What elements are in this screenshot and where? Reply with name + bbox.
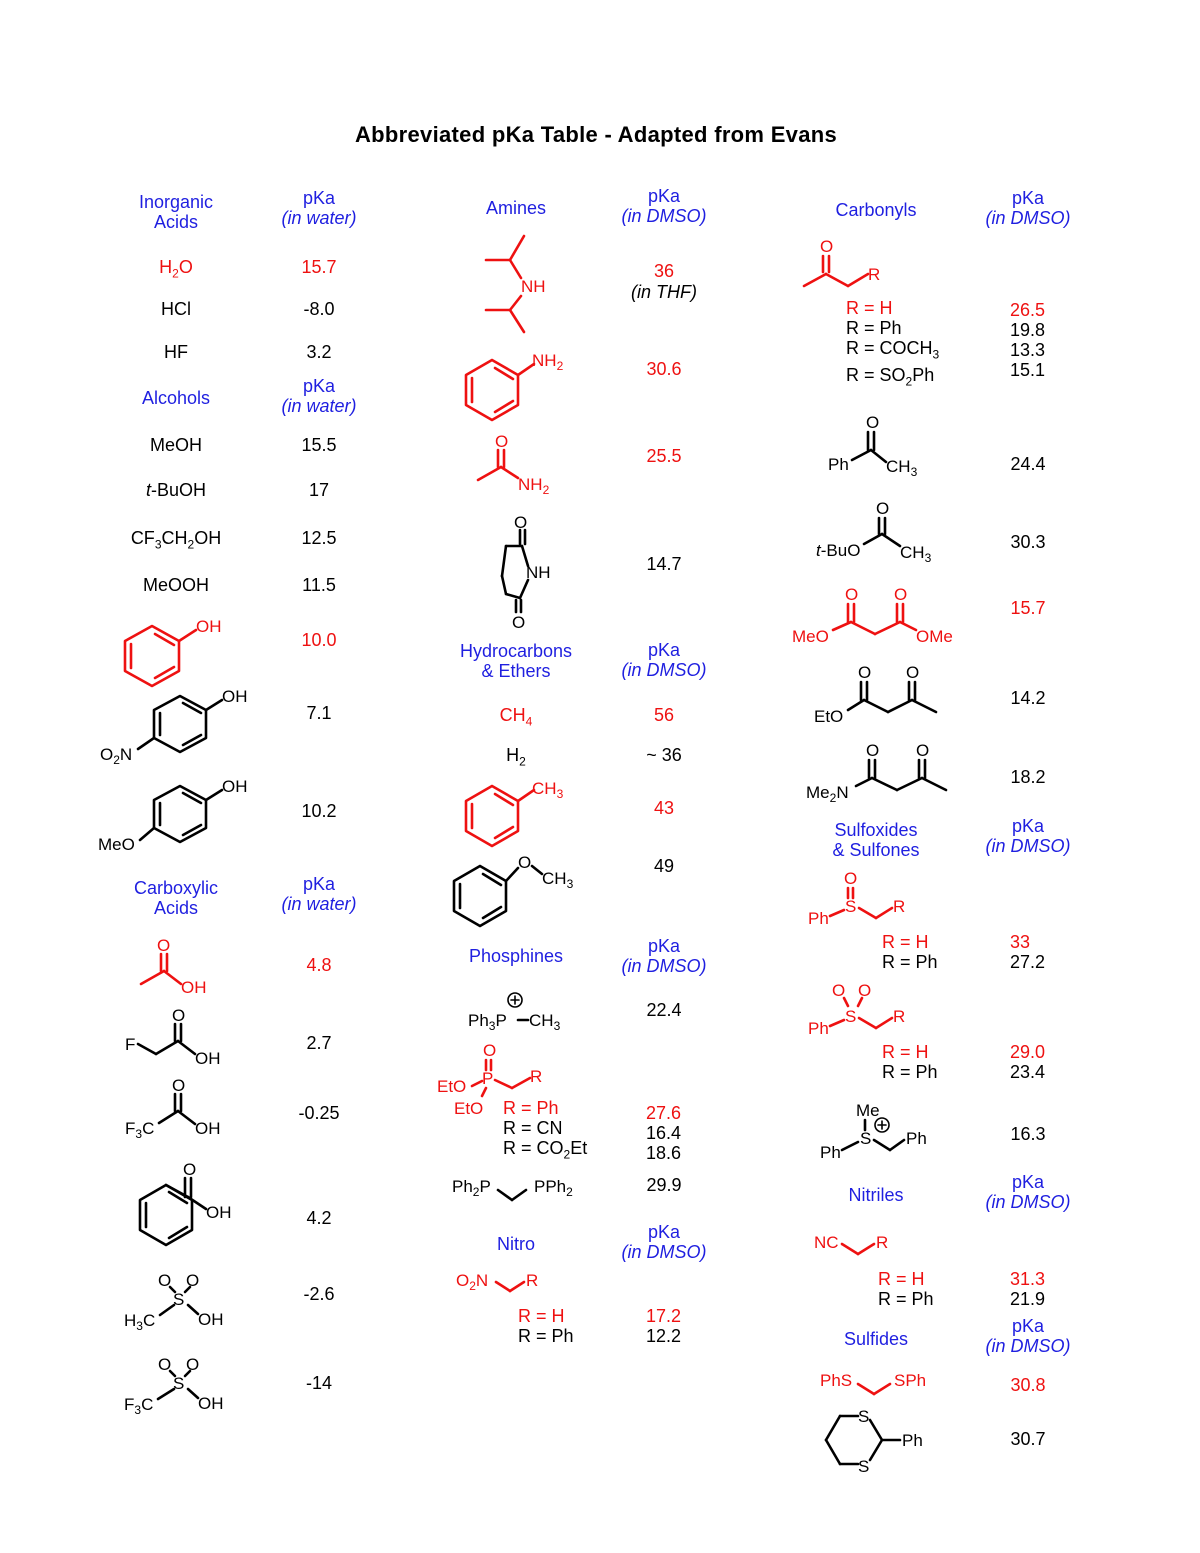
- svg-text:OMe: OMe: [916, 627, 953, 646]
- structure-ethyl-acetoacetate: [810, 660, 960, 730]
- pka-value: 22.4: [646, 1000, 682, 1020]
- pka-header-dmso: pKa (in DMSO): [621, 936, 707, 976]
- pka-header-water: pKa (in water): [281, 188, 357, 228]
- structure-sulfone: [806, 976, 926, 1042]
- pka-value: 36: [653, 261, 675, 281]
- svg-text:O: O: [158, 1355, 172, 1374]
- structure-t-butyl-acetate: [812, 496, 952, 568]
- svg-text:O: O: [172, 1076, 186, 1095]
- pka-header-dmso: pKa (in DMSO): [621, 1222, 707, 1262]
- solvent-note: (in THF): [631, 282, 697, 302]
- compound-cf3ch2oh: $CF_3CH_2OH$: [130, 528, 222, 552]
- svg-text:R: R: [876, 1233, 889, 1252]
- svg-text:R: R: [893, 1007, 906, 1026]
- svg-text:R: R: [893, 897, 906, 916]
- structure-acetonitrile: [812, 1224, 912, 1264]
- svg-text:O: O: [186, 1355, 200, 1374]
- pka-value: 10.2: [301, 801, 337, 821]
- svg-text:PPh2: PPh$_2$: [534, 1177, 573, 1199]
- svg-text:S: S: [173, 1374, 185, 1393]
- svg-text:Ph: Ph: [902, 1431, 923, 1450]
- structure-acetamide: [472, 430, 572, 500]
- section-heading-hydrocarbons-ethers: Hydrocarbons & Ethers: [459, 641, 573, 681]
- svg-text:Ph: Ph: [906, 1129, 927, 1148]
- svg-text:O: O: [157, 936, 171, 955]
- svg-text:O: O: [876, 499, 890, 518]
- pka-header-dmso: pKa (in DMSO): [985, 1172, 1071, 1212]
- svg-text:OH: OH: [198, 1394, 224, 1413]
- section-heading-nitro: Nitro: [496, 1234, 536, 1254]
- svg-text:O: O: [512, 613, 526, 632]
- svg-text:O: O: [832, 981, 846, 1000]
- svg-text:O: O: [916, 741, 930, 760]
- section-heading-carbonyls: Carbonyls: [835, 200, 917, 220]
- section-heading-phosphines: Phosphines: [468, 946, 564, 966]
- pka-header-water: pKa (in water): [281, 874, 357, 914]
- svg-text:O: O: [866, 413, 880, 432]
- pka-value: 15.5: [301, 435, 337, 455]
- sulfone-pka-list: 29.0 23.4: [1010, 1042, 1046, 1082]
- pka-value: 30.8: [1010, 1375, 1046, 1395]
- pka-value: 14.2: [1010, 688, 1046, 708]
- pka-value: 12.5: [301, 528, 337, 548]
- pka-value: 7.1: [306, 703, 332, 723]
- svg-text:O: O: [186, 1271, 200, 1290]
- svg-text:NC: NC: [814, 1233, 839, 1252]
- svg-text:S: S: [858, 1407, 870, 1426]
- pka-value: 2.7: [306, 1033, 332, 1053]
- svg-text:MeO: MeO: [792, 627, 829, 646]
- compound-h2o: $H_2O$: [159, 257, 193, 281]
- svg-text:NH: NH: [521, 277, 546, 296]
- page-title: Abbreviated pKa Table - Adapted from Evans: [354, 122, 838, 147]
- ketone-pka-list: 26.5 19.8 13.3 15.1: [1010, 300, 1046, 380]
- svg-text:O: O: [518, 853, 532, 872]
- structure-methanesulfonic-acid: [122, 1268, 237, 1333]
- structure-phenol: [110, 608, 240, 688]
- pka-header-dmso: pKa (in DMSO): [985, 816, 1071, 856]
- phosphonate-pka-list: 27.6 16.4 18.6: [646, 1103, 682, 1163]
- svg-text:NH: NH: [526, 563, 551, 582]
- svg-text:NH2: $NH_2$: [532, 351, 564, 373]
- structure-nitromethane: [454, 1260, 564, 1300]
- svg-text:O: O: [894, 585, 908, 604]
- nitro-r-group-list: R = H R = Ph: [518, 1306, 574, 1346]
- pka-header-dmso: pKa (in DMSO): [621, 186, 707, 226]
- svg-text:O2N: $O_2N$: [100, 745, 133, 767]
- nitro-pka-list: 17.2 12.2: [646, 1306, 682, 1346]
- pka-value: 4.2: [306, 1208, 332, 1228]
- svg-text:R: R: [868, 265, 881, 284]
- compound-h2: $H_2$: [506, 745, 526, 769]
- structure-acetic-acid: [135, 934, 225, 998]
- pka-header-dmso: pKa (in DMSO): [621, 640, 707, 680]
- svg-text:S: S: [860, 1129, 872, 1148]
- pka-value: 18.2: [1010, 767, 1046, 787]
- svg-text:CH3: $CH_3$: [886, 457, 918, 479]
- svg-text:O: O: [495, 432, 509, 451]
- pka-value: -2.6: [303, 1284, 335, 1304]
- pka-value: 29.9: [646, 1175, 682, 1195]
- structure-dppm: [450, 1168, 590, 1208]
- structure-anisole: [446, 848, 586, 928]
- pka-value: -14: [305, 1373, 333, 1393]
- pka-value: 3.2: [306, 342, 332, 362]
- compound-meooh: MeOOH: [142, 575, 210, 595]
- svg-text:O: O: [866, 741, 880, 760]
- svg-text:S: S: [845, 897, 857, 916]
- structure-triflic-acid: [122, 1352, 237, 1417]
- compound-hcl: HCl: [161, 299, 191, 319]
- structure-4-nitrophenol: [98, 682, 268, 772]
- pka-header-dmso: pKa (in DMSO): [985, 188, 1071, 228]
- svg-text:CH3: $CH_3$: [532, 779, 564, 801]
- svg-text:P: P: [482, 1069, 494, 1088]
- svg-text:O: O: [514, 513, 528, 532]
- svg-text:O: O: [858, 981, 872, 1000]
- section-heading-amines: Amines: [485, 198, 547, 218]
- pka-value: 30.6: [646, 359, 682, 379]
- section-heading-sulfoxides-sulfones: Sulfoxides & Sulfones: [832, 820, 920, 860]
- svg-text:MeO: MeO: [98, 835, 135, 854]
- svg-text:O: O: [158, 1271, 172, 1290]
- svg-text:O: O: [858, 663, 872, 682]
- svg-text:O: O: [483, 1041, 497, 1060]
- svg-text:R: R: [526, 1271, 539, 1290]
- svg-text:Ph: Ph: [820, 1143, 841, 1162]
- svg-text:Ph2P: $Ph_2P$: [452, 1177, 491, 1199]
- svg-text:Me2N: $Me_2N$: [806, 783, 849, 805]
- svg-text:Ph: Ph: [808, 909, 829, 928]
- pka-header-dmso: pKa (in DMSO): [985, 1316, 1071, 1356]
- svg-text:O: O: [845, 585, 859, 604]
- svg-text:CH3: $CH_3$: [529, 1011, 561, 1033]
- nitrile-r-group-list: R = H R = Ph: [878, 1269, 934, 1309]
- pka-value: 24.4: [1010, 454, 1046, 474]
- structure-4-methoxyphenol: [98, 772, 268, 862]
- svg-text:EtO: EtO: [454, 1099, 484, 1118]
- svg-text:OH: OH: [198, 1310, 224, 1329]
- compound-ch4: $CH_4$: [499, 705, 533, 729]
- svg-text:O2N: $O_2N$: [456, 1271, 489, 1293]
- pka-value: 43: [653, 798, 675, 818]
- svg-text:O: O: [820, 237, 834, 256]
- pka-header-water: pKa (in water): [281, 376, 357, 416]
- svg-text:PhS: PhS: [820, 1371, 853, 1390]
- pka-value: 16.3: [1010, 1124, 1046, 1144]
- pka-value: 15.7: [1010, 598, 1046, 618]
- svg-text:OH: OH: [195, 1049, 221, 1068]
- svg-text:F: F: [125, 1035, 136, 1054]
- svg-text:NH2: $NH_2$: [518, 475, 550, 497]
- nitrile-pka-list: 31.3 21.9: [1010, 1269, 1046, 1309]
- svg-text:Ph: Ph: [808, 1019, 829, 1038]
- svg-text:EtO: EtO: [814, 707, 844, 726]
- section-heading-sulfides: Sulfides: [843, 1329, 909, 1349]
- pka-value: 11.5: [302, 575, 336, 595]
- structure-sulfoxide: [806, 866, 926, 932]
- section-heading-nitriles: Nitriles: [848, 1185, 904, 1205]
- structure-bis-phenylthio-methane: [818, 1362, 948, 1402]
- pka-value: 14.7: [646, 554, 682, 574]
- structure-methyl-ketone: [796, 234, 906, 296]
- svg-text:O: O: [183, 1160, 197, 1179]
- structure-benzoic-acid: [108, 1156, 248, 1256]
- svg-text:EtO: EtO: [437, 1077, 467, 1096]
- pka-value: 4.8: [306, 955, 332, 975]
- svg-text:OH: OH: [181, 978, 207, 997]
- pka-value: 10.0: [301, 630, 337, 650]
- structure-dimethylacetoacetamide: [804, 738, 964, 808]
- structure-methyltriphenylphosphonium: [466, 986, 576, 1036]
- structure-sulfonium: [818, 1098, 948, 1164]
- pka-value: 30.7: [1010, 1429, 1046, 1449]
- pka-value: 30.3: [1010, 532, 1046, 552]
- svg-text:OH: OH: [206, 1203, 232, 1222]
- structure-diisopropylamine: [478, 228, 568, 338]
- section-heading-inorganic-acids: Inorganic Acids: [138, 192, 214, 232]
- structure-succinimide: [472, 510, 572, 630]
- svg-text:S: S: [845, 1007, 857, 1026]
- svg-text:CH3: $CH_3$: [900, 543, 932, 565]
- svg-text:F3C: $F_3C$: [125, 1119, 155, 1141]
- structure-aniline: [458, 344, 588, 424]
- pka-value: 25.5: [646, 446, 682, 466]
- svg-text:Me: Me: [856, 1101, 880, 1120]
- phosphonate-r-group-list: R = Ph R = CN $R = CO_2Et$: [503, 1098, 588, 1162]
- svg-text:S: S: [173, 1290, 185, 1309]
- structure-trifluoroacetic-acid: [123, 1074, 233, 1140]
- svg-text:OH: OH: [222, 687, 248, 706]
- svg-text:F3C: $F_3C$: [124, 1395, 154, 1417]
- ketone-r-group-list: R = H R = Ph $R = COCH_3$ $R = SO_2Ph$: [846, 298, 940, 389]
- svg-text:O: O: [906, 663, 920, 682]
- section-heading-carboxylic-acids: Carboxylic Acids: [133, 878, 219, 918]
- pka-value: 56: [653, 705, 675, 725]
- pka-value: 15.7: [301, 257, 337, 277]
- pka-value: -8.0: [303, 299, 335, 319]
- svg-text:OH: OH: [196, 617, 222, 636]
- svg-text:H3C: $H_3C$: [124, 1311, 156, 1333]
- compound-tbuoh: t-BuOH: [145, 480, 207, 500]
- structure-toluene: [458, 770, 588, 850]
- svg-text:S: S: [858, 1457, 870, 1476]
- pka-value: 17: [308, 480, 330, 500]
- svg-text:O: O: [844, 869, 858, 888]
- sulfoxide-r-group-list: R = H R = Ph: [882, 932, 938, 972]
- svg-text:CH3: $CH_3$: [542, 869, 574, 891]
- structure-fluoroacetic-acid: [123, 1004, 233, 1070]
- svg-text:Ph: Ph: [828, 455, 849, 474]
- pka-value: ~ 36: [646, 745, 682, 765]
- structure-dimethyl-malonate: [790, 582, 970, 652]
- svg-text:SPh: SPh: [894, 1371, 927, 1390]
- svg-text:t-BuO: t-BuO: [816, 541, 861, 560]
- section-heading-alcohols: Alcohols: [141, 388, 211, 408]
- svg-text:OH: OH: [222, 777, 248, 796]
- sulfone-r-group-list: R = H R = Ph: [882, 1042, 938, 1082]
- svg-text:O: O: [172, 1006, 186, 1025]
- svg-text:OH: OH: [195, 1119, 221, 1138]
- pka-value: -0.25: [298, 1103, 340, 1123]
- pka-value: 49: [653, 856, 675, 876]
- compound-meoh: MeOH: [149, 435, 203, 455]
- structure-acetophenone: [824, 410, 944, 480]
- structure-phenyl-dithiane: [818, 1402, 938, 1476]
- svg-text:Ph3P: $Ph_3P$: [468, 1011, 507, 1033]
- sulfoxide-pka-list: 33 27.2: [1010, 932, 1046, 972]
- compound-hf: HF: [164, 342, 188, 362]
- svg-text:R: R: [530, 1067, 543, 1086]
